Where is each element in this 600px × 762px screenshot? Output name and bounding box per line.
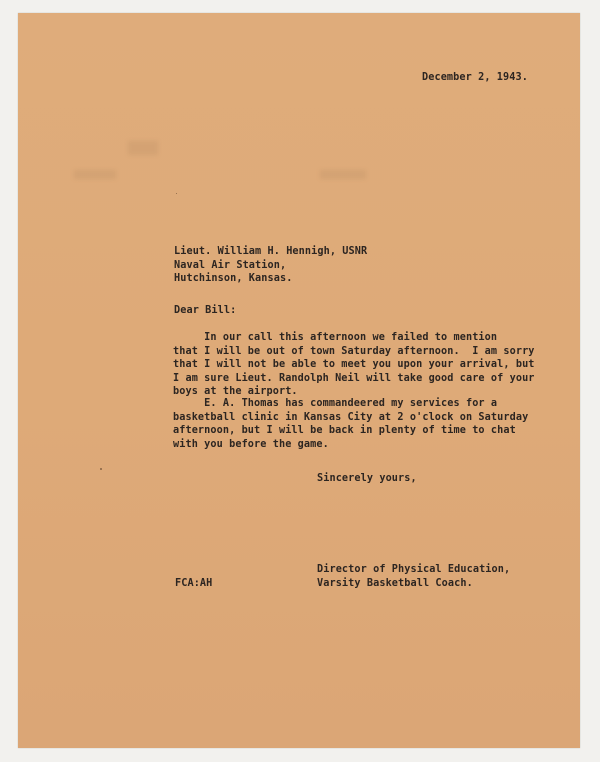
paper-speck [100,468,102,470]
paragraph-line: I am sure Lieut. Randolph Neil will take good care of your [173,372,535,384]
recipient-address [174,245,367,286]
reference-initials: FCA:AH [175,578,213,589]
salutation: Dear Bill: [174,305,237,316]
paragraph-line: that I will be out of town Saturday afternoon. I am sorry [173,345,535,357]
paragraph-line: with you before the game. [173,438,329,450]
recipient-station: Naval Air Station, [174,259,287,271]
paragraph-line: In our call this afternoon we failed to mention [173,332,498,343]
letter-page [18,13,580,748]
paragraph-line: basketball clinic in Kansas City at 2 o'clock on Saturday [173,411,529,423]
recipient-name: Lieut. William H. Hennigh, USNR [174,246,368,257]
complimentary-closing: Sincerely yours, [317,473,417,484]
bleed-through-mark-top [128,141,158,155]
bleed-through-mark-left [74,170,116,179]
body-paragraph-2 [173,397,528,451]
signer-title [317,563,510,590]
signer-title-line: Varsity Basketball Coach. [317,577,473,589]
recipient-city: Hutchinson, Kansas. [174,273,293,285]
paragraph-line: afternoon, but I will be back in plenty of time to chat [173,425,516,437]
body-paragraph-1 [173,331,535,399]
paragraph-line: that I will not be able to meet you upon your arrival, but [173,359,535,371]
paragraph-line: E. A. Thomas has commandeered my services for a [173,398,498,409]
bleed-through-mark-center [320,170,366,179]
paragraph-line: boys at the airport. [173,386,298,398]
signer-title-line: Director of Physical Education, [317,564,511,575]
paper-speck [176,193,177,194]
letter-date: December 2, 1943. [422,72,528,83]
